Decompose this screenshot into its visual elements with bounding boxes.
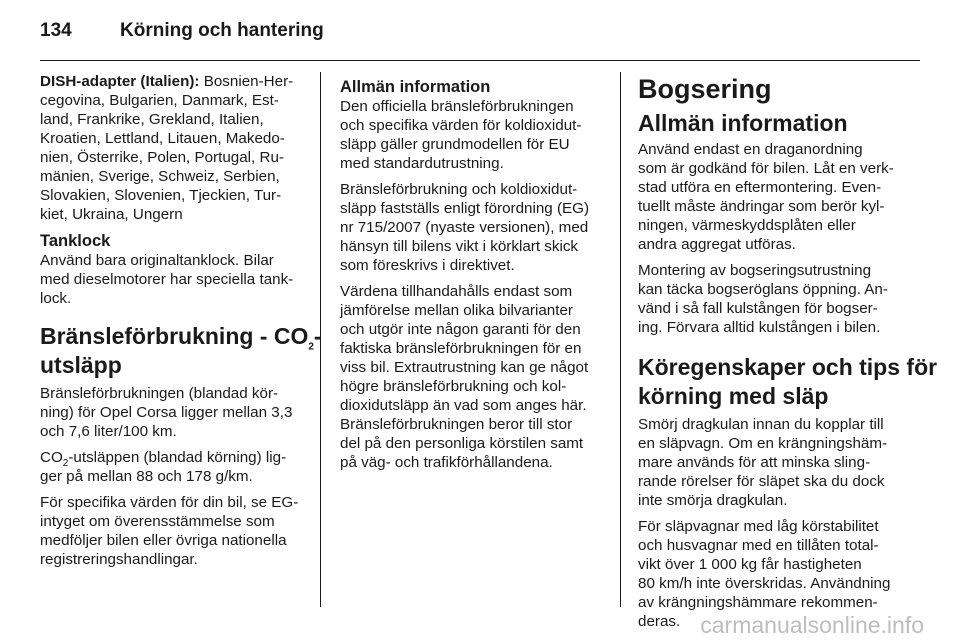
text-fragment: CO: [40, 449, 63, 466]
column-left: [40, 72, 322, 576]
tanklock-paragraph: [40, 251, 302, 308]
text-line: tuellt måste ändringar som berör kyl-: [638, 198, 885, 215]
text-line: deras.: [638, 613, 681, 630]
text-line: och 7,6 liter/100 km.: [40, 423, 177, 440]
text-line: Använd bara originaltanklock. Bilar: [40, 252, 274, 269]
text-line: mare används för att minska sling-: [638, 454, 871, 471]
text-line: med dieselmotorer har speciella tank-: [40, 271, 294, 288]
text-line: ing. Förvara alltid kulstången i bilen.: [638, 319, 881, 336]
text-line: cegovina, Bulgarien, Danmark, Est-: [40, 92, 279, 109]
text-line: intyget om överensstämmelse som: [40, 513, 275, 530]
consumption-paragraph: [40, 384, 302, 441]
text-line: på väg- och trafikförhållandena.: [340, 454, 553, 471]
text-line: Bosnien-Her-: [203, 73, 294, 90]
official-paragraph: [340, 97, 602, 173]
text-line: Kroatien, Lettland, Litauen, Makedo-: [40, 130, 285, 147]
text-line: jämförelse mellan olika bilvarianter: [340, 302, 573, 319]
text-line: som är godkänd för bilen. Låt en verk-: [638, 160, 894, 177]
subscript: 2: [62, 458, 69, 470]
heading-text: Bränsleförbrukning - CO: [40, 323, 309, 349]
text-line: andra aggregat utföras.: [638, 236, 796, 253]
text-line: hänsyn till bilens vikt i körklart skick: [340, 238, 579, 255]
text-line: inte smörja dragkulan.: [638, 492, 788, 509]
text-line: ningen, värmeskyddsplåten eller: [638, 217, 856, 234]
text-line: kiet, Ukraina, Ungern: [40, 206, 183, 223]
text-line: av krängningshämmare rekommen-: [638, 594, 878, 611]
regulation-paragraph: [340, 180, 602, 275]
subscript: 2: [308, 341, 314, 353]
text-line: del på den personliga körstilen samt: [340, 435, 584, 452]
text-line: släpp fastställs enligt förordning (EG): [340, 200, 590, 217]
heading-text: Köregenskaper och tips för: [638, 354, 938, 380]
text-line: ger på mellan 88 och 178 g/km.: [40, 468, 253, 485]
text-line: nien, Österrike, Polen, Portugal, Ru-: [40, 149, 284, 166]
text-line: Använd endast en draganordning: [638, 141, 863, 158]
text-line: Bränsleförbrukning och koldioxidut-: [340, 181, 578, 198]
hitch-paragraph: [638, 140, 902, 254]
running-title: Körning och hantering: [120, 20, 324, 41]
general-info-heading: Allmän information: [340, 78, 491, 96]
header-rule: [40, 60, 920, 61]
text-line: släpp gäller grundmodellen för EU: [340, 136, 570, 153]
towing-eye-paragraph: [638, 261, 902, 337]
watermark: carmanualsonline.info: [700, 612, 924, 638]
section-title: Bogsering: [638, 74, 772, 104]
text-line: rande rörelser för släpet ska du dock: [638, 473, 885, 490]
heading-text: körning med släp: [638, 383, 829, 409]
column-right: [638, 72, 938, 638]
heading-text: utsläpp: [40, 352, 122, 378]
text-line: Smörj dragkulan innan du kopplar till: [638, 416, 884, 433]
text-line: För släpvagnar med låg körstabilitet: [638, 518, 879, 535]
text-line: Bränsleförbrukningen beror till stor: [340, 416, 573, 433]
text-line: Montering av bogseringsutrustning: [638, 262, 872, 279]
text-line: 80 km/h inte överskridas. Användning: [638, 575, 891, 592]
heading-text: -: [313, 323, 322, 349]
text-fragment: -utsläppen (blandad körning) lig-: [68, 449, 287, 466]
text-line: ning) för Opel Corsa ligger mellan 3,3: [40, 404, 293, 421]
co2-paragraph: [40, 448, 302, 486]
text-line: och specifika värden för koldioxidut-: [340, 117, 582, 134]
dish-label: DISH-adapter (Italien):: [40, 73, 200, 90]
text-line: lock.: [40, 290, 72, 307]
text-line: medföljer bilen eller övriga nationella: [40, 532, 287, 549]
text-line: För specifika värden för din bil, se EG-: [40, 494, 299, 511]
text-line: med standardutrustning.: [340, 155, 504, 172]
text-line: land, Frankrike, Grekland, Italien,: [40, 111, 264, 128]
text-line: och husvagnar med en tillåten total-: [638, 537, 879, 554]
text-line: nr 715/2007 (nyaste versionen), med: [340, 219, 589, 236]
dish-paragraph: [40, 72, 302, 224]
text-line: stad utföra en eftermontering. Even-: [638, 179, 882, 196]
text-line: vikt över 1 000 kg får hastigheten: [638, 556, 862, 573]
text-line: dioxidutsläpp än vad som anges här.: [340, 397, 587, 414]
text-line: Den officiella bränsleförbrukningen: [340, 98, 574, 115]
text-line: viss bil. Extrautrustning kan ge något: [340, 359, 589, 376]
column-middle: [340, 72, 602, 479]
trailer-driving-heading: [638, 353, 938, 411]
column-divider: [620, 72, 621, 607]
page-number: 134: [40, 20, 72, 41]
text-line: högre bränsleförbrukning och kol-: [340, 378, 567, 395]
text-line: Bränsleförbrukningen (blandad kör-: [40, 385, 279, 402]
general-info-subheading: Allmän information: [638, 110, 848, 136]
text-line: faktiska bränsleförbrukningen för en: [340, 340, 582, 357]
text-line: registreringshandlingar.: [40, 551, 198, 568]
text-line: Värdena tillhandahålls endast som: [340, 283, 573, 300]
lubricate-paragraph: [638, 415, 902, 510]
text-line: kan täcka bogseröglans öppning. An-: [638, 281, 888, 298]
tanklock-heading: Tanklock: [40, 232, 111, 250]
comparison-paragraph: [340, 282, 602, 472]
text-line: som föreskrivs i direktivet.: [340, 257, 515, 274]
text-line: Slovakien, Slovenien, Tjeckien, Tur-: [40, 187, 282, 204]
co2-heading: [40, 322, 322, 380]
text-line: vänd i så fall kulstången för bogser-: [638, 300, 878, 317]
text-line: och utgör inte någon garanti för den: [340, 321, 581, 338]
text-line: en släpvagn. Om en krängningshäm-: [638, 435, 888, 452]
eg-paragraph: [40, 493, 302, 569]
text-line: mänien, Sverige, Schweiz, Serbien,: [40, 168, 280, 185]
